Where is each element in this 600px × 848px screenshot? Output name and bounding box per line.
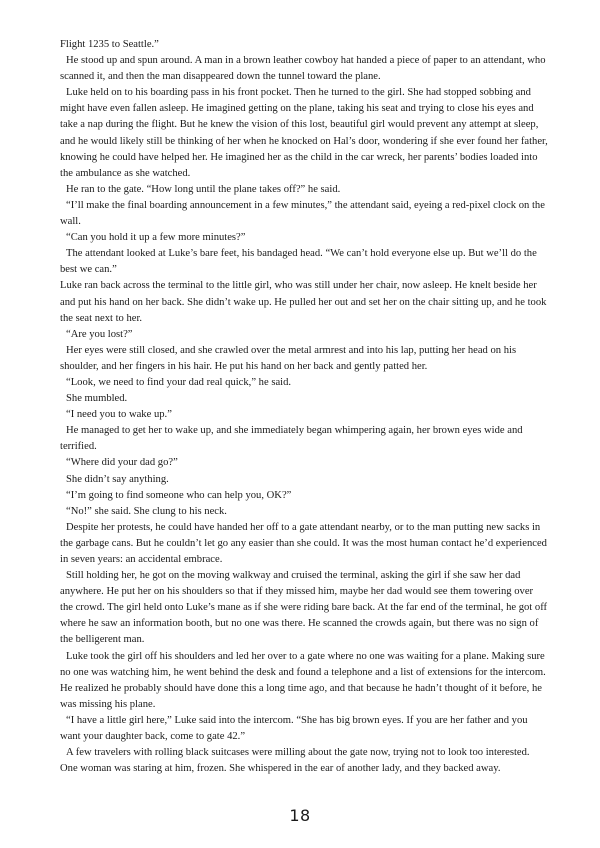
paragraph: “I need you to wake up.” [66,409,172,421]
page-number: 18 [289,806,311,825]
paragraph: “Look, we need to find your dad real quick,” he said. [66,376,292,388]
paragraph: “Can you hold it up a few more minutes?” [66,232,246,244]
paragraph: Luke ran back across the terminal to the little girl, who was still under her chair, now asleep. He knelt beside her and put his hand on her back. She didn’t wake up. He pulled her out and set her on the chair sitting up, and he took the seat next to her. [60,280,547,324]
body-text [60,37,548,777]
paragraph: Despite her protests, he could have handed her off to a gate attendant nearby, or to the man putting new sacks in the garbage cans. But he couldn’t let go any easier than she could. It was the most human contact he’d experienced in seven years: an accidental embrace. [60,521,547,565]
paragraph: Luke took the girl off his shoulders and led her over to a gate where no one was waiting for a plane. Making sure no one was watching him, he went behind the desk and found a telephone and a list of extensions for the intercom. He realized he probably should have done this a long time ago, and that because he hadn’t thought of it before, he was missing his plane. [60,650,546,710]
paragraph: Still holding her, he got on the moving walkway and cruised the terminal, asking the girl if she saw her dad anywhere. He put her on his shoulders so that if they missed him, maybe her dad would see them towering over the crowd. The girl held onto Luke’s mane as if she were riding bare back. At the far end of the terminal, he got off where he saw an information booth, but no one was there. He scanned the crowds again, but there was no sign of the belligerent man. [60,570,548,646]
paragraph: He managed to get her to wake up, and she immediately began whimpering again, her brown eyes wide and terrified. [60,425,523,453]
paragraph: Luke held on to his boarding pass in his front pocket. Then he turned to the girl. She had stopped sobbing and might have even fallen asleep. He imagined getting on the plane, taking his seat and trying to close his eyes and take a nap during the flight. But he knew the vision of this lost, beautiful girl would prevent any attempt at sleep, and he would likely still be thinking of her when he knocked on Hal’s door, wondering if she ever found her father, knowing he could have helped her. He imagined her as the child in the car wreck, her parents’ bodies loaded into the ambulance as she watched. [60,87,548,179]
paragraph: He ran to the gate. “How long until the plane takes off?” he said. [66,183,341,195]
paragraph: The attendant looked at Luke’s bare feet, his bandaged head. “We can’t hold everyone else up. But we’ll do the best we can.” [60,248,537,276]
paragraph: Flight 1235 to Seattle.” [60,39,159,50]
paragraph: “I have a little girl here,” Luke said into the intercom. “She has big brown eyes. If you are her father and you want your daughter back, come to gate 42.” [60,714,528,743]
paragraph: Her eyes were still closed, and she crawled over the metal armrest and into his lap, putting her head on his shoulder, and her fingers in his hair. He put his hand on her back and gently patted her. [60,344,517,372]
paragraph: A few travelers with rolling black suitcases were milling about the gate now, trying not to look too interested. One woman was staring at him, frozen. She whispered in the ear of another lady, and they backed away. [60,747,530,775]
paragraph: “Where did your dad go?” [66,457,178,469]
paragraph: “I’ll make the final boarding announcement in a few minutes,” the attendant said, eyeing a red-pixel clock on the wall. [60,199,545,228]
paragraph: “I’m going to find someone who can help you, OK?” [66,489,292,501]
paragraph: “Are you lost?” [66,328,133,340]
paragraph: She mumbled. [66,393,128,405]
paragraph: She didn’t say anything. [66,473,169,485]
paragraph: He stood up and spun around. A man in a brown leather cowboy hat handed a piece of paper to an attendant, who scanned it, and then the man disappeared down the tunnel toward the plane. [60,55,546,83]
paragraph: “No!” she said. She clung to his neck. [66,505,227,517]
